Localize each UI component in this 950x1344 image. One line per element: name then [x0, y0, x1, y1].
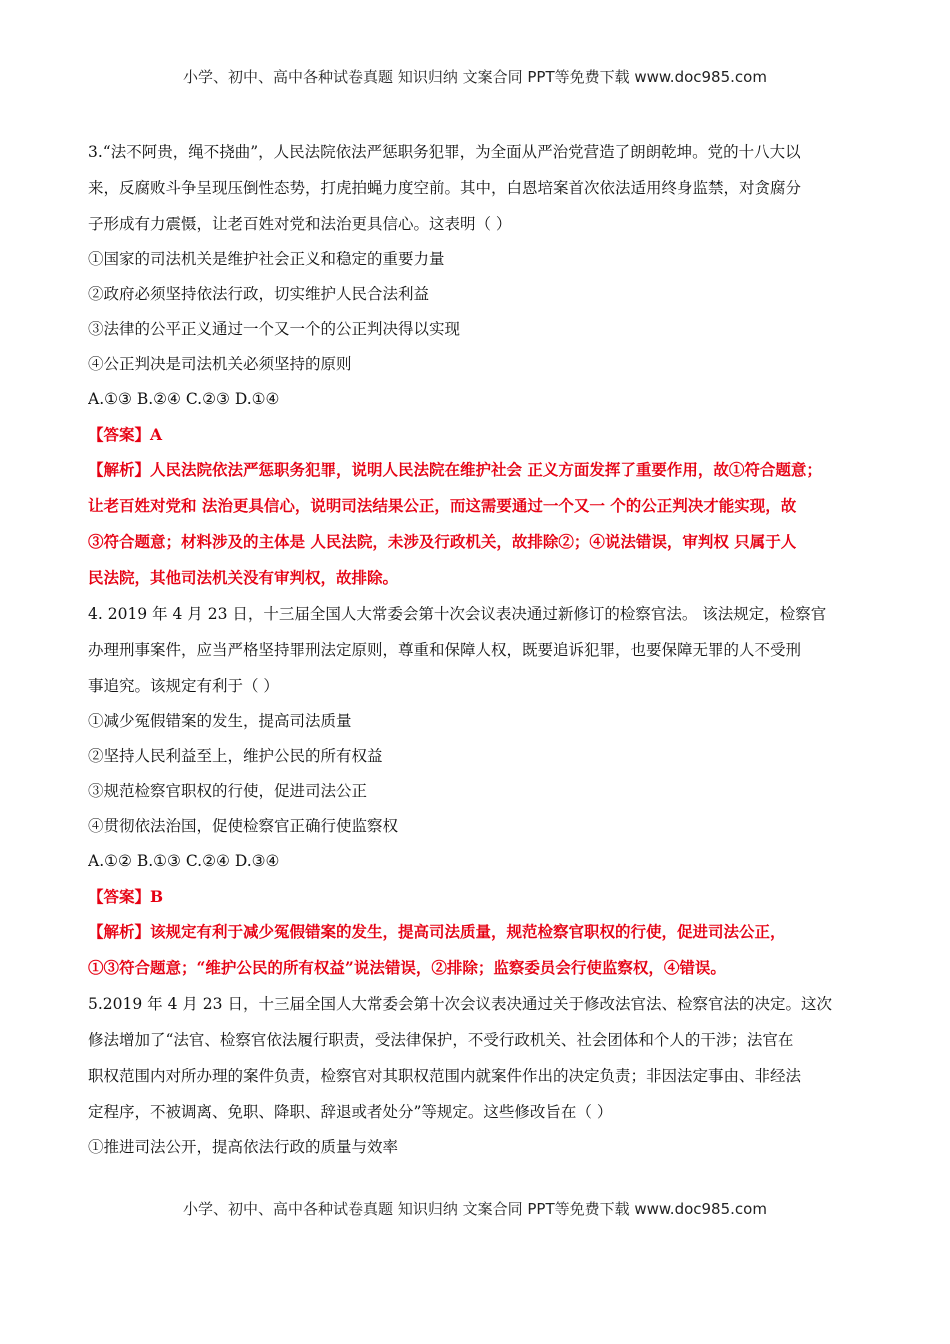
question-3-stem: [88, 134, 873, 242]
option-line: ①推进司法公开，提高依法行政的质量与效率: [88, 1138, 399, 1156]
stem-line: 来，反腐败斗争呈现压倒性态势，打虎拍蝇力度空前。其中，白恩培案首次依法适用终身监禁，对贪腐分: [88, 179, 802, 197]
option-line: ①减少冤假错案的发生，提高司法质量: [88, 712, 352, 730]
stem-line: 4. 2019 年 4 月 23 日，十三届全国人大常委会第十次会议表决通过新修订的检察官法。 该法规定，检察官: [88, 605, 827, 623]
analysis-line: ③符合题意；材料涉及的主体是 人民法院，未涉及行政机关，故排除②；④说法错误，审判权 只属于人: [88, 532, 797, 551]
option-line: ②坚持人民利益至上，维护公民的所有权益: [88, 747, 383, 765]
question-5-stem: [88, 986, 873, 1130]
analysis-line: 【解析】人民法院依法严惩职务犯罪，说明人民法院在维护社会 正义方面发挥了重要作用，故①符合题意；: [88, 460, 822, 479]
document-body: [88, 134, 873, 1165]
choices-line: A.①③ B.②④ C.②③ D.①④: [88, 390, 280, 408]
stem-line: 定程序，不被调离、免职、降职、辞退或者处分”等规定。这些修改旨在（ ）: [88, 1103, 613, 1121]
page-header: 小学、初中、高中各种试卷真题 知识归纳 文案合同 PPT等免费下载 www.doc985.com: [183, 68, 767, 86]
stem-line: 办理刑事案件，应当严格坚持罪刑法定原则，尊重和保障人权，既要追诉犯罪，也要保障无罪的人不受刑: [88, 641, 802, 659]
question-5: [88, 986, 873, 1165]
stem-line: 职权范围内对所办理的案件负责，检察官对其职权范围内就案件作出的决定负责；非因法定事由、非经法: [88, 1067, 802, 1085]
option-line: ④贯彻依法治国，促使检察官正确行使监察权: [88, 817, 399, 835]
choices-line: A.①② B.①③ C.②④ D.③④: [88, 852, 280, 870]
option-line: ①国家的司法机关是维护社会正义和稳定的重要力量: [88, 250, 445, 268]
analysis-line: 让老百姓对党和 法治更具信心，说明司法结果公正，而这需要通过一个又一 个的公正判决才能实现，故: [88, 496, 797, 515]
question-4: [88, 596, 873, 986]
page-footer: 小学、初中、高中各种试卷真题 知识归纳 文案合同 PPT等免费下载 www.doc985.com: [183, 1200, 767, 1218]
stem-line: 3.“法不阿贵，绳不挠曲”，人民法院依法严惩职务犯罪，为全面从严治党营造了朗朗乾坤。党的十八大以: [88, 143, 801, 161]
stem-line: 5.2019 年 4 月 23 日，十三届全国人大常委会第十次会议表决通过关于修改法官法、检察官法的决定。这次: [88, 995, 832, 1013]
stem-line: 修法增加了“法官、检察官依法履行职责，受法律保护，不受行政机关、社会团体和个人的干涉；法官在: [88, 1031, 794, 1049]
analysis-line: ①③符合题意；“维护公民的所有权益”说法错误，②排除；监察委员会行使监察权，④错误。: [88, 958, 726, 977]
analysis-line: 【解析】该规定有利于减少冤假错案的发生，提高司法质量，规范检察官职权的行使，促进司法公正，: [88, 922, 786, 941]
stem-line: 事追究。该规定有利于（ ）: [88, 677, 279, 695]
analysis-block: [88, 914, 873, 986]
analysis-block: [88, 452, 873, 596]
answer-label: 【答案】A: [88, 425, 163, 444]
option-line: ④公正判决是司法机关必须坚持的原则: [88, 355, 352, 373]
option-line: ②政府必须坚持依法行政，切实维护人民合法利益: [88, 285, 430, 303]
option-line: ③规范检察官职权的行使，促进司法公正: [88, 782, 368, 800]
analysis-line: 民法院，其他司法机关没有审判权，故排除。: [88, 568, 399, 587]
stem-line: 子形成有力震慑，让老百姓对党和法治更具信心。这表明（ ）: [88, 215, 512, 233]
answer-label: 【答案】B: [88, 887, 164, 906]
option-line: ③法律的公平正义通过一个又一个的公正判决得以实现: [88, 320, 461, 338]
question-3: [88, 134, 873, 596]
question-4-stem: [88, 596, 873, 704]
